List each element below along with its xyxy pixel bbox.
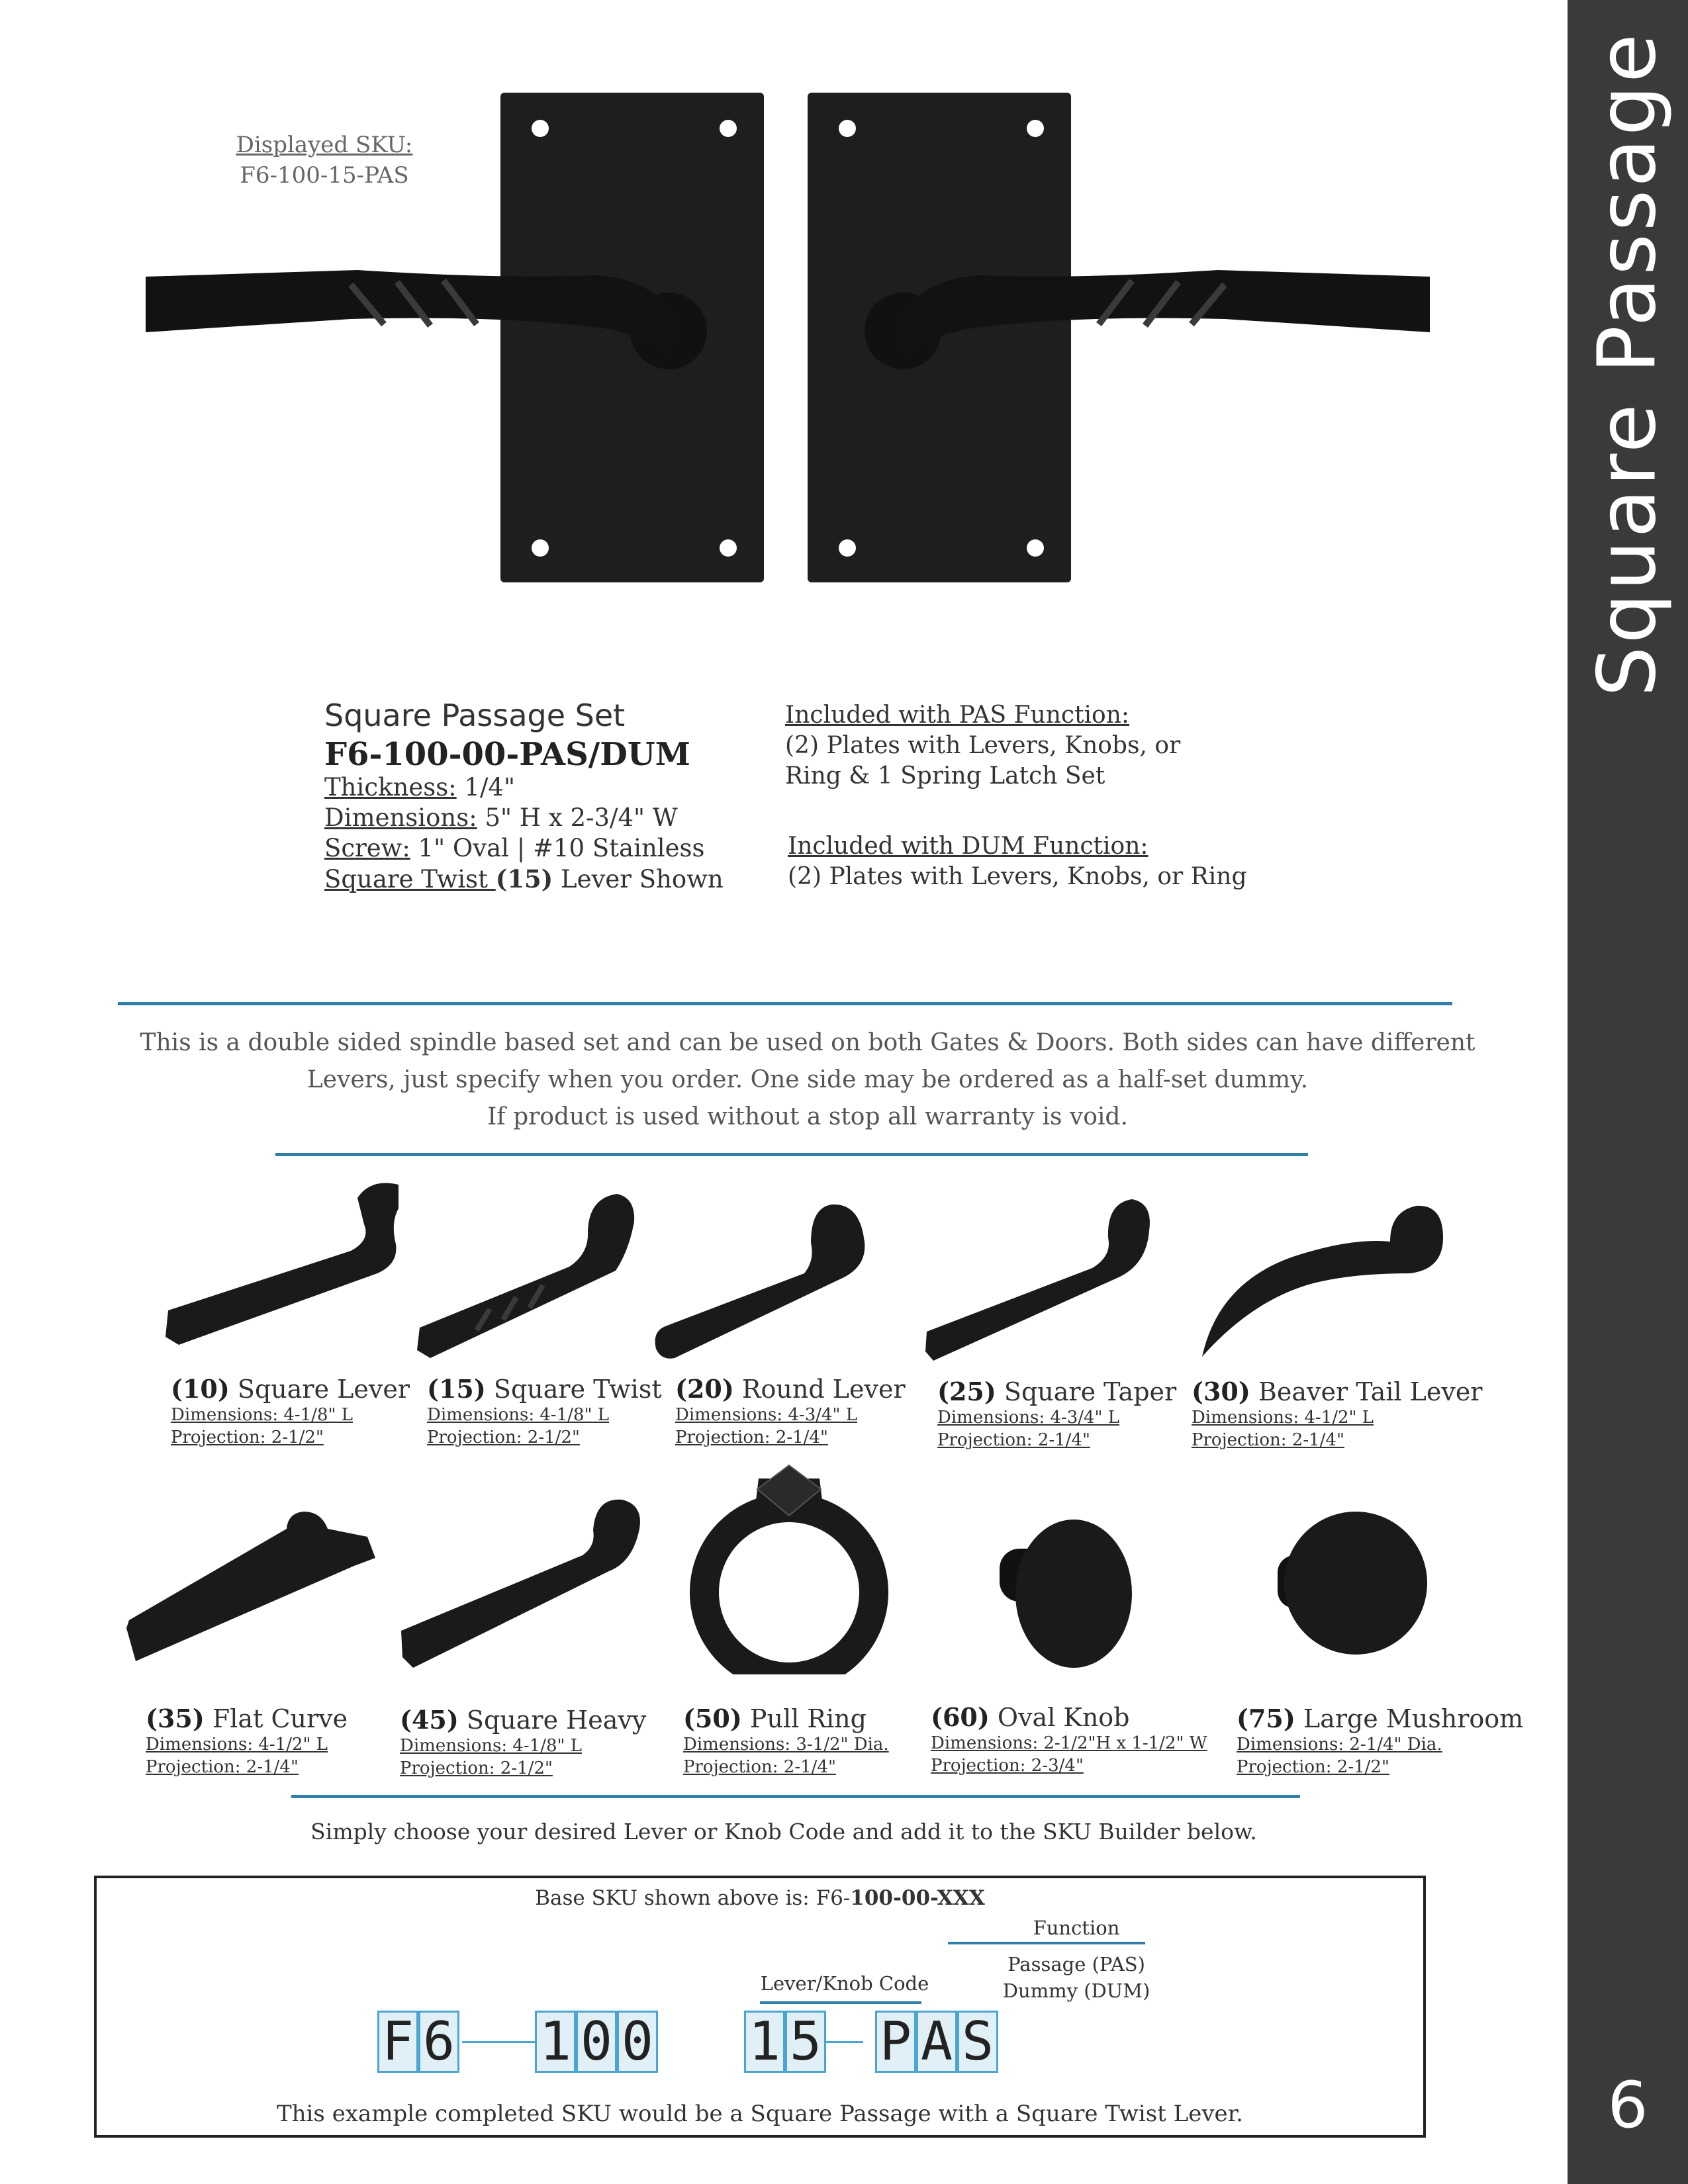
product-projection: Projection: 2-1/2" [427, 1428, 580, 1447]
dum-heading: Included with DUM Function: [788, 833, 1149, 860]
product-dimensions: Dimensions: 2-1/4" Dia. [1237, 1735, 1442, 1754]
divider-bottom [291, 1795, 1300, 1798]
product-dimensions: Dimensions: 4-3/4" L [937, 1408, 1120, 1428]
product-projection: Projection: 2-1/4" [675, 1428, 828, 1447]
product-square-twist [427, 1374, 662, 1449]
spec-value: 1/4" [456, 773, 515, 801]
intro-text [119, 1024, 1496, 1136]
product-dimensions: Dimensions: 4-1/2" L [1192, 1408, 1374, 1428]
intro-line: This is a double sided spindle based set and can be used on both Gates & Doors. Both sides can have different [140, 1029, 1476, 1056]
product-code: (25) [937, 1377, 996, 1406]
hero-image [132, 86, 1443, 589]
dummy-option: Dummy (DUM) [1002, 1979, 1150, 2002]
function-label: Function [1033, 1917, 1120, 1939]
spec-value: 1" Oval | #10 Stainless [410, 834, 705, 862]
product-name [931, 1702, 1207, 1732]
product-title: Square Taper [996, 1377, 1177, 1406]
product-name [146, 1704, 348, 1733]
product-name [937, 1377, 1176, 1406]
passage-option: Passage (PAS) [1008, 1953, 1145, 1976]
spec-thickness [324, 773, 515, 801]
product-dimensions: Dimensions: 3-1/2" Dia. [683, 1735, 889, 1754]
product-name [1192, 1377, 1482, 1406]
product-projection: Projection: 2-1/4" [683, 1757, 836, 1777]
product-code: (75) [1237, 1704, 1295, 1733]
product-square-taper [937, 1377, 1176, 1451]
img-square-twist [410, 1185, 649, 1370]
img-square-heavy [397, 1489, 649, 1681]
product-code: (50) [683, 1704, 742, 1733]
function-rule [948, 1942, 1145, 1944]
product-dimensions: Dimensions: 4-3/4" L [675, 1405, 858, 1425]
product-name [427, 1374, 662, 1404]
product-projection: Projection: 2-1/2" [400, 1758, 553, 1778]
product-dimensions: Dimensions: 4-1/8" L [171, 1405, 353, 1425]
product-pull-ring [683, 1704, 889, 1778]
sku-char: S [957, 2011, 998, 2073]
spec-label: Dimensions: [324, 803, 477, 832]
set-sku: F6-100-00-PAS/DUM [324, 736, 690, 773]
product-round-lever [675, 1374, 906, 1449]
product-oval-knob [931, 1702, 1207, 1777]
lever-code: (15) [495, 864, 553, 893]
img-oval-knob [986, 1502, 1152, 1674]
product-large-mushroom [1237, 1704, 1523, 1778]
product-title: Beaver Tail Lever [1250, 1377, 1483, 1406]
pas-heading: Included with PAS Function: [785, 702, 1130, 729]
img-round-lever [652, 1191, 890, 1370]
spec-label: Screw: [324, 834, 410, 862]
img-square-taper [920, 1185, 1165, 1370]
sku-char: 0 [617, 2011, 658, 2073]
pas-line: Ring & 1 Spring Latch Set [785, 762, 1105, 790]
page-number: 6 [1607, 2068, 1648, 2142]
spec-screw [324, 834, 704, 862]
product-dimensions: Dimensions: 2-1/2"H x 1-1/2" W [931, 1733, 1207, 1753]
spec-value: Lever Shown [553, 865, 724, 893]
included-pas [785, 700, 1180, 792]
product-title: Large Mushroom [1295, 1704, 1524, 1733]
function-options [957, 1951, 1196, 2004]
product-code: (35) [146, 1704, 205, 1733]
sku-char: A [916, 2011, 957, 2073]
sidebar [1568, 0, 1688, 2184]
example-sku-description: This example completed SKU would be a Square Passage with a Square Twist Lever. [276, 2101, 1243, 2127]
choose-instructions: Simply choose your desired Lever or Knob Code and add it to the SKU Builder below. [310, 1819, 1257, 1844]
product-title: Square Heavy [458, 1706, 647, 1735]
spec-lever-shown [324, 864, 724, 893]
displayed-sku-value: F6-100-15-PAS [240, 162, 409, 189]
img-large-mushroom [1271, 1502, 1436, 1661]
product-title: Square Lever [229, 1375, 410, 1404]
product-dimensions: Dimensions: 4-1/8" L [400, 1736, 583, 1756]
spec-value: 5" H x 2-3/4" W [477, 803, 678, 832]
base-sku-code: 100-00-XXX [850, 1886, 985, 1910]
product-projection: Projection: 2-1/2" [171, 1428, 324, 1447]
intro-line: If product is used without a stop all warranty is void. [487, 1103, 1128, 1130]
intro-line: Levers, just specify when you order. One side may be ordered as a half-set dummy. [306, 1066, 1309, 1093]
product-name [171, 1374, 410, 1404]
sku-char: 0 [576, 2011, 617, 2073]
included-dum [788, 831, 1247, 892]
base-sku-prefix: Base SKU shown above is: F6- [535, 1886, 851, 1910]
product-title: Square Twist [485, 1375, 662, 1404]
product-name [400, 1705, 646, 1735]
product-code: (45) [400, 1705, 459, 1735]
sku-char: 1 [744, 2011, 785, 2073]
spec-dimensions [324, 803, 678, 832]
base-sku [97, 1886, 1423, 1910]
product-code: (30) [1192, 1377, 1250, 1406]
product-title: Flat Curve [204, 1704, 348, 1733]
product-title: Round Lever [733, 1375, 906, 1404]
divider-top [118, 1002, 1452, 1005]
product-name [683, 1704, 889, 1733]
dum-line: (2) Plates with Levers, Knobs, or Ring [788, 863, 1247, 890]
product-name [675, 1374, 906, 1404]
img-square-lever [152, 1171, 417, 1370]
product-dimensions: Dimensions: 4-1/2" L [146, 1735, 328, 1754]
product-square-heavy [400, 1705, 646, 1780]
product-square-lever [171, 1374, 410, 1449]
sidebar-title: Square Passage [1581, 31, 1674, 697]
product-dimensions: Dimensions: 4-1/8" L [427, 1405, 610, 1425]
product-projection: Projection: 2-1/4" [1192, 1430, 1344, 1450]
sku-char: 5 [785, 2011, 826, 2073]
spec-label: Square Twist [324, 865, 496, 893]
sku-char: 6 [418, 2011, 459, 2073]
spec-label: Thickness: [324, 773, 457, 801]
img-flat-curve [122, 1502, 387, 1681]
product-projection: Projection: 2-3/4" [931, 1756, 1084, 1776]
product-name [1237, 1704, 1523, 1733]
product-code: (20) [675, 1374, 734, 1404]
img-beaver-tail-lever [1192, 1191, 1456, 1363]
product-projection: Projection: 2-1/2" [1237, 1757, 1389, 1777]
product-flat-curve [146, 1704, 348, 1778]
product-title: Pull Ring [741, 1704, 867, 1733]
img-pull-ring [675, 1463, 907, 1674]
set-title: Square Passage Set [324, 698, 626, 733]
product-code: (15) [427, 1374, 486, 1404]
product-code: (60) [931, 1702, 990, 1732]
product-title: Oval Knob [989, 1703, 1130, 1732]
connector [462, 2041, 535, 2043]
sku-builder [94, 1876, 1426, 2138]
product-code: (10) [171, 1374, 230, 1404]
product-projection: Projection: 2-1/4" [146, 1757, 299, 1777]
product-projection: Projection: 2-1/4" [937, 1430, 1090, 1450]
divider-intro [275, 1153, 1308, 1156]
pas-line: (2) Plates with Levers, Knobs, or [785, 732, 1181, 759]
product-beaver-tail-lever [1192, 1377, 1482, 1451]
sku-char: 1 [535, 2011, 576, 2073]
displayed-sku-label: Displayed SKU: [236, 132, 413, 158]
lever-knob-label: Lever/Knob Code [760, 1972, 929, 1995]
sku-char: P [875, 2011, 916, 2073]
sku-char: F [377, 2011, 418, 2073]
lever-knob-rule [760, 2001, 921, 2004]
